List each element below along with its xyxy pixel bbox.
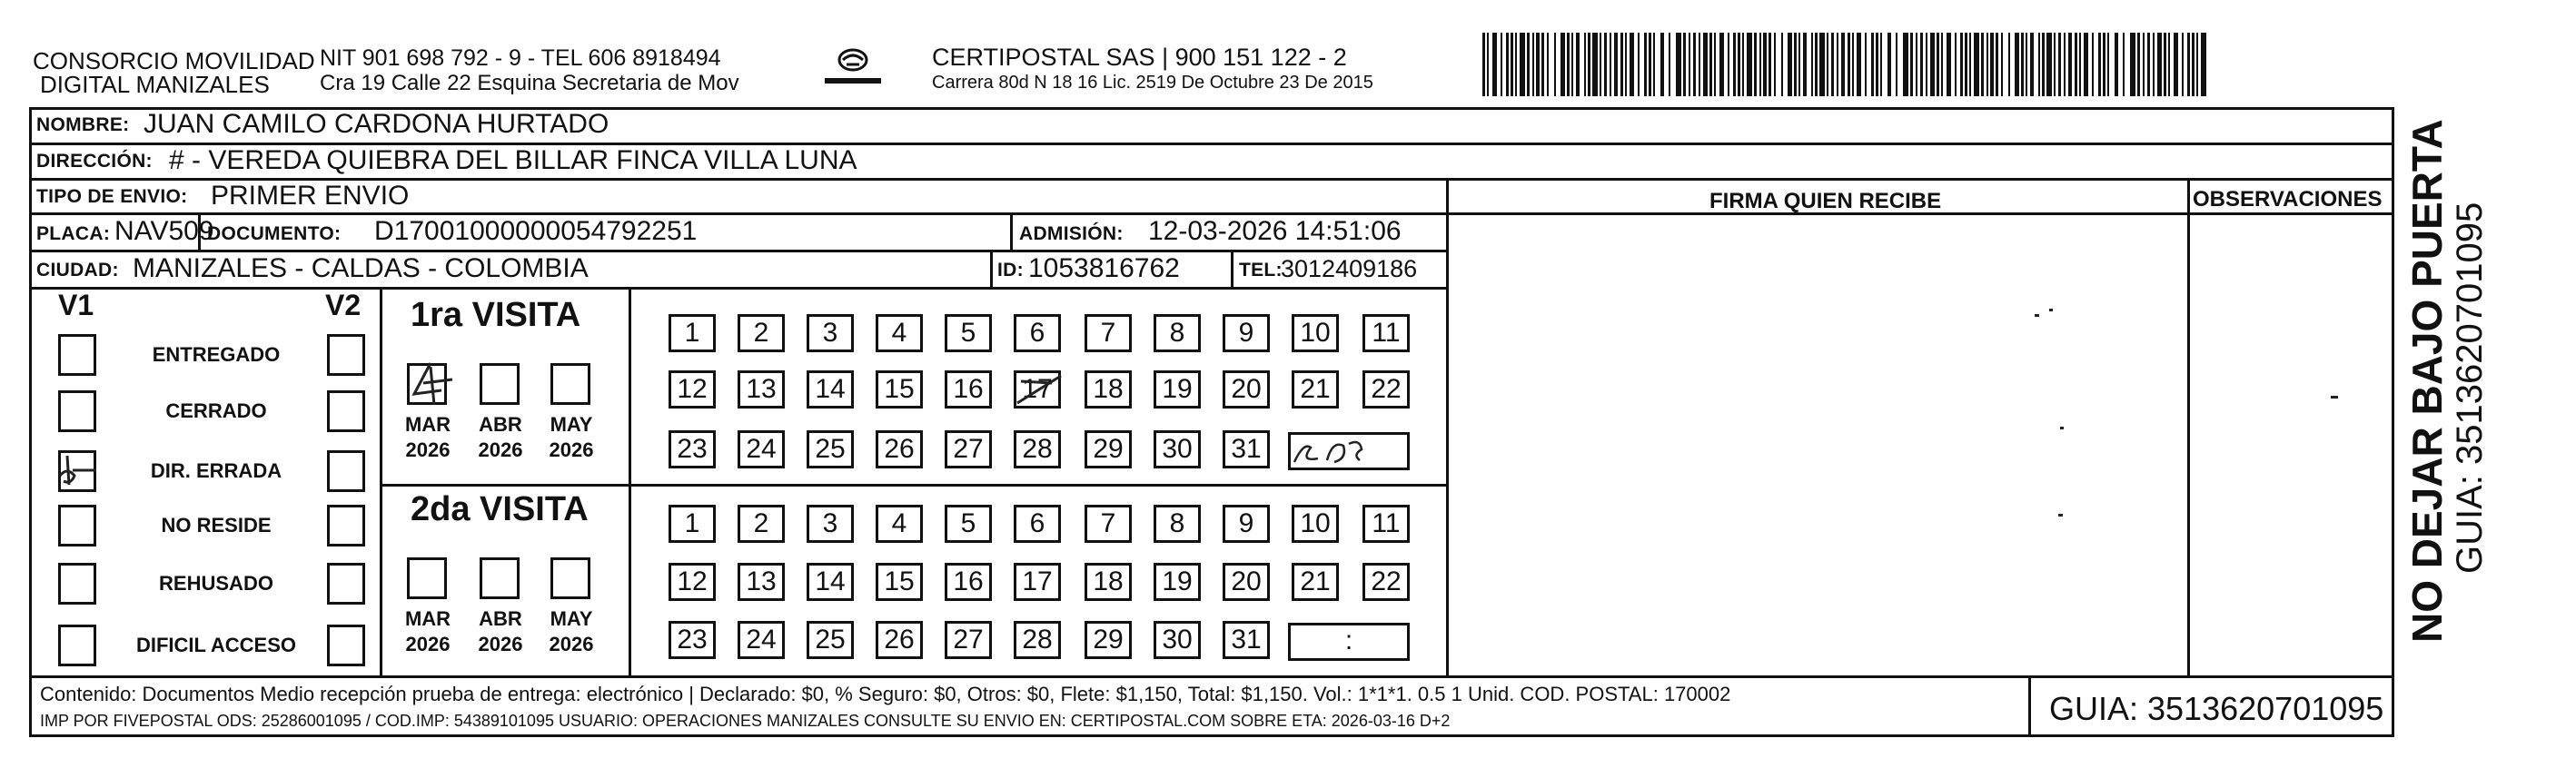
day-box[interactable]: 13 [738, 563, 785, 601]
v1-label: V1 [58, 289, 94, 321]
day-box[interactable]: 14 [807, 563, 854, 601]
status-label: REHUSADO [159, 572, 273, 595]
day-box[interactable]: 11 [1362, 314, 1410, 352]
day-box[interactable]: 1 [669, 505, 716, 543]
ciudad-value: MANIZALES - CALDAS - COLOMBIA [133, 253, 589, 283]
status-label: CERRADO [165, 399, 267, 422]
status-label: ENTREGADO [152, 343, 281, 366]
nombre-label: NOMBRE: [36, 114, 130, 135]
observaciones-header: OBSERVACIONES [2193, 187, 2383, 212]
side-guia: GUIA: 3513620701095 [2450, 202, 2490, 574]
day-box[interactable]: 21 [1292, 563, 1339, 601]
admision-value: 12-03-2026 14:51:06 [1148, 216, 1402, 246]
tel-value: 3012409186 [1281, 255, 1418, 282]
day-box[interactable]: 5 [945, 505, 992, 543]
day-box[interactable]: 6 [1014, 505, 1061, 543]
day-box[interactable]: 13 [738, 370, 785, 409]
day-box[interactable]: 10 [1292, 505, 1339, 543]
year-label: 2026 [405, 438, 451, 461]
v1-checkbox[interactable] [58, 505, 96, 546]
day-box[interactable]: 18 [1085, 370, 1132, 409]
month-label: ABR [479, 607, 522, 630]
day-box[interactable]: 9 [1223, 314, 1270, 352]
v2-checkbox[interactable] [327, 625, 365, 666]
year-label: 2026 [549, 438, 594, 461]
month-label: MAY [550, 607, 593, 630]
address-line: Cra 19 Calle 22 Esquina Secretaria de Mov [320, 71, 739, 95]
month-label: MAR [404, 413, 451, 436]
day-box[interactable]: 12 [669, 370, 716, 409]
month-checkbox[interactable] [480, 363, 520, 405]
day-box[interactable]: 19 [1154, 563, 1201, 601]
id-label: ID: [997, 260, 1024, 281]
day-box[interactable]: 25 [807, 621, 854, 659]
day-box[interactable]: 22 [1362, 370, 1410, 409]
v2-label: V2 [325, 289, 362, 321]
day-box[interactable]: 28 [1014, 430, 1061, 468]
day-box[interactable]: 5 [945, 314, 992, 352]
day-box[interactable]: 22 [1362, 563, 1410, 601]
year-label: 2026 [478, 633, 523, 655]
v1-checkbox[interactable] [58, 390, 96, 432]
day-box[interactable]: 15 [876, 370, 923, 409]
tipo-envio-label: TIPO DE ENVIO: [36, 186, 188, 207]
day-box[interactable]: 6 [1014, 314, 1061, 352]
day-box[interactable]: 3 [807, 314, 854, 352]
v2-checkbox[interactable] [327, 390, 365, 432]
day-box[interactable]: 9 [1223, 505, 1270, 543]
day-box[interactable]: 28 [1014, 621, 1061, 659]
day-box[interactable]: 31 [1223, 430, 1270, 468]
day-box[interactable]: 30 [1154, 430, 1201, 468]
status-label: DIFICIL ACCESO [135, 634, 296, 656]
v2-checkbox[interactable] [327, 334, 365, 376]
day-box[interactable]: 19 [1154, 370, 1201, 409]
day-box[interactable]: 26 [876, 430, 923, 468]
year-label: 2026 [549, 633, 594, 655]
v2-checkbox[interactable] [327, 505, 365, 546]
placa-label: PLACA: [36, 223, 111, 244]
admision-label: ADMISIÓN: [1019, 223, 1124, 244]
contenido-line: Contenido: Documentos Medio recepción prueba de entrega: electrónico | Declarado: $0, % Seguro: $0, Otros: $0, Flete: $1,150, Total: $1,150. Vol.: 1*1*1. 0.5 1 Unid. COD. POSTAL: 170002 [40, 683, 1731, 705]
year-label: 2026 [478, 438, 523, 461]
day-box[interactable]: 2 [738, 314, 785, 352]
day-box[interactable]: 20 [1223, 563, 1270, 601]
company-line2: DIGITAL MANIZALES [40, 71, 270, 98]
second-visit-time-box[interactable] [1288, 623, 1410, 661]
day-box[interactable]: 26 [876, 621, 923, 659]
day-box[interactable]: 16 [945, 563, 992, 601]
day-box[interactable]: 1 [669, 314, 716, 352]
day-box[interactable]: 8 [1154, 314, 1201, 352]
month-label: MAY [550, 413, 593, 436]
day-box[interactable]: 24 [738, 621, 785, 659]
tel-label: TEL: [1239, 260, 1283, 281]
handwritten-mark [54, 448, 109, 494]
direccion-label: DIRECCIÓN: [36, 151, 153, 172]
observations-area[interactable] [2190, 215, 2392, 674]
ciudad-label: CIUDAD: [36, 260, 119, 281]
v1-checkbox[interactable] [58, 334, 96, 376]
id-value: 1053816762 [1028, 253, 1180, 283]
ink-dot-4 [2060, 427, 2064, 429]
tipo-envio-value: PRIMER ENVIO [211, 181, 410, 211]
nit-line: NIT 901 698 792 - 9 - TEL 606 8918494 [320, 45, 721, 71]
imp-line: IMP POR FIVEPOSTAL ODS: 25286001095 / COD.IMP: 54389101095 USUARIO: OPERACIONES MANIZALES CONSULTE SU ENVIO EN: CERTIPOSTAL.COM SOBRE ETA: 2026-03-16 D+2 [40, 712, 1451, 730]
day-box[interactable]: 20 [1223, 370, 1270, 409]
day-box[interactable]: 31 [1223, 621, 1270, 659]
day-box[interactable]: 8 [1154, 505, 1201, 543]
guia-box: GUIA: 3513620701095 [2049, 690, 2384, 727]
day-box[interactable]: 11 [1362, 505, 1410, 543]
day-box[interactable]: 18 [1085, 563, 1132, 601]
barcode-icon [1482, 33, 2209, 96]
certipostal-logo-icon [812, 42, 894, 93]
documento-value: D17001000000054792251 [374, 216, 698, 246]
day-box[interactable]: 27 [945, 621, 992, 659]
day-box[interactable]: 17 [1014, 563, 1061, 601]
day-box[interactable]: 23 [669, 430, 716, 468]
status-label: NO RESIDE [161, 514, 272, 537]
firma-header: FIRMA QUIEN RECIBE [1709, 189, 1942, 213]
day-box[interactable]: 10 [1292, 314, 1339, 352]
ink-dot-3 [2331, 396, 2338, 399]
day-box[interactable]: 29 [1085, 430, 1132, 468]
carrier-line: CERTIPOSTAL SAS | 900 151 122 - 2 [932, 44, 1347, 71]
day-box[interactable]: 29 [1085, 621, 1132, 659]
v1-checkbox[interactable] [58, 625, 96, 666]
day-box[interactable]: 16 [945, 370, 992, 409]
first-visit-title: 1ra VISITA [411, 296, 581, 334]
day-box[interactable]: 7 [1085, 505, 1132, 543]
placa-value: NAV509 [114, 216, 214, 246]
month-checkbox[interactable] [550, 557, 590, 599]
month-label: MAR [404, 607, 451, 630]
day-box[interactable]: 27 [945, 430, 992, 468]
direccion-value: # - VEREDA QUIEBRA DEL BILLAR FINCA VILLA LUNA [169, 145, 857, 175]
documento-label: DOCUMENTO: [207, 223, 342, 244]
day-box[interactable]: 2 [738, 505, 785, 543]
handwritten-mark [1012, 369, 1066, 410]
day-box[interactable]: 24 [738, 430, 785, 468]
day-box[interactable]: 12 [669, 563, 716, 601]
day-box[interactable]: 14 [807, 370, 854, 409]
day-box[interactable]: 17 [1014, 370, 1061, 409]
day-box[interactable]: 30 [1154, 621, 1201, 659]
status-label: DIR. ERRADA [150, 459, 282, 482]
day-box[interactable]: 23 [669, 621, 716, 659]
second-visit-title: 2da VISITA [411, 490, 589, 528]
nombre-value: JUAN CAMILO CARDONA HURTADO [144, 109, 609, 139]
v1-checkbox[interactable] [58, 563, 96, 605]
first-visit-time-box[interactable] [1288, 432, 1410, 470]
month-checkbox[interactable] [550, 363, 590, 405]
handwritten-mark [405, 358, 456, 409]
no-dejar-bajo-puerta: NO DEJAR BAJO PUERTA [2403, 119, 2451, 643]
month-checkbox[interactable] [480, 557, 520, 599]
ink-dot-5 [2058, 514, 2063, 517]
time-colon: : [1344, 625, 1353, 655]
signature-area[interactable] [1449, 215, 2185, 674]
day-box[interactable]: 25 [807, 430, 854, 468]
carrier-address: Carrera 80d N 18 16 Lic. 2519 De Octubre 23 De 2015 [932, 73, 1373, 93]
day-box[interactable]: 4 [876, 314, 923, 352]
day-box[interactable]: 7 [1085, 314, 1132, 352]
v2-checkbox[interactable] [327, 563, 365, 605]
day-box[interactable]: 21 [1292, 370, 1339, 409]
month-checkbox[interactable] [407, 557, 447, 599]
ink-dot-2 [2049, 309, 2053, 311]
ink-dot-1 [2035, 314, 2039, 317]
month-label: ABR [479, 413, 522, 436]
v2-checkbox[interactable] [327, 450, 365, 492]
day-box[interactable]: 3 [807, 505, 854, 543]
year-label: 2026 [405, 633, 451, 655]
day-box[interactable]: 4 [876, 505, 923, 543]
company-line1: CONSORCIO MOVILIDAD [33, 47, 315, 74]
day-box[interactable]: 15 [876, 563, 923, 601]
